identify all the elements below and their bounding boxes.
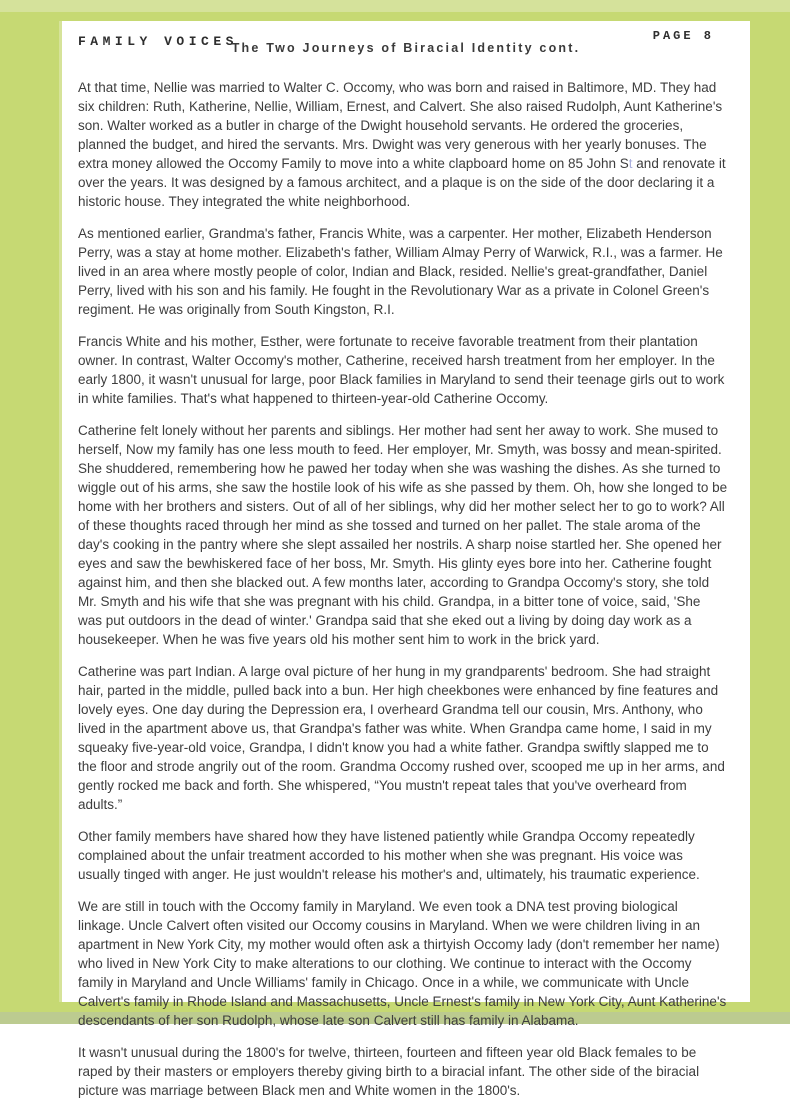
text-segment: Catherine felt lonely without her parents and siblings. Her mother had sent her away to work. She mused to herself, Now my family has one less mouth to feed. Her employer, Mr. Smyth, was bossy and mean-spirited. She shuddered, remembering how he pawed her today when she was washing the dishes. As she turned to wiggle out of his arms, she saw the hostile look of his wife as she passed by them. Oh, how she longed to be home with her brothers and sisters. Out of all of her siblings, why did her mother select her to go to work? All of these thoughts raced through her mind as she tossed and turned on her pallet. The stale aroma of the day's cooking in the pantry where she slept assailed her nostrils. A sharp noise startled her. She opened her eyes and saw the bewhiskered face of her boss, Mr. Smyth. His glinty eyes bore into her. Catherine fought against him, and then she blacked out. A few months later, according to Grandpa Occomy's story, she told Mr. Smyth and his wife that she was pregnant with his child. Grandpa, in a bitter tone of voice, said, 'She was put outdoors in the dead of winter.' Grandpa said that she eked out a living by doing day work as a housekeeper. When he was five years old his mother sent him to work in the brick yard. <box>78 423 728 647</box>
text-segment-accent: t <box>628 156 633 171</box>
text-segment: We are still in touch with the Occomy family in Maryland. We even took a DNA test proving biological linkage. Uncle Calvert often visited our Occomy cousins in Maryland. When we were children living in an apartment in New York City, my mother would often ask a thirtyish Occomy lady (don't remember her name) who lived in New York City to make alterations to our clothing. We continue to interact with the Occomy family in Maryland and Uncle Williams' family in Chicago. Once in a while, we communicate with Uncle Calvert's family in Rhode Island and Massachusetts, Uncle Ernest's family in New York City, Aunt Katherine's descendants of her son Rudolph, whose late son Calvert still has family in Alabama. <box>78 899 727 1028</box>
paragraph <box>78 1043 728 1100</box>
paragraph <box>78 421 728 649</box>
paragraph <box>78 224 728 319</box>
text-segment: Other family members have shared how they have listened patiently while Grandpa Occomy repeatedly complained about the unfair treatment accorded to his mother when she was pregnant. His voice was usually tinged with anger. He just wouldn't release his mother's and, ultimately, his traumatic experience. <box>78 829 700 882</box>
article-body <box>62 78 750 1100</box>
page-header <box>62 21 750 78</box>
page-title: The Two Journeys of Biracial Identity cont. <box>231 41 581 55</box>
page-number: PAGE 8 <box>652 29 714 43</box>
publication-name: FAMILY VOICES <box>78 34 238 49</box>
text-segment: As mentioned earlier, Grandma's father, Francis White, was a carpenter. Her mother, Elizabeth Henderson Perry, was a stay at home mother. Elizabeth's father, William Almay Perry of Warwick, R.I., was a farmer. He lived in an area where mostly people of color, Indian and Black, resided. Nellie's great-grandfather, Daniel Perry, lived with his son and his family. He fought in the Revolutionary War as a private in Colonel Green's regiment. He was originally from South Kingston, R.I. <box>78 226 723 317</box>
paragraph <box>78 827 728 884</box>
text-segment: It wasn't unusual during the 1800's for twelve, thirteen, fourteen and fifteen year old Black females to be raped by their masters or employers thereby giving birth to a biracial infant. The other side of the biracial picture was marriage between Black men and White women in the 1800's. <box>78 1045 700 1098</box>
paragraph <box>78 78 728 211</box>
text-segment: Francis White and his mother, Esther, were fortunate to receive favorable treatment from their plantation owner. In contrast, Walter Occomy's mother, Catherine, received harsh treatment from her employer. In the early 1800, it wasn't unusual for large, poor Black families in Maryland to send their teenage girls out to work in white families. That's what happened to thirteen-year-old Catherine Occomy. <box>78 334 725 406</box>
paragraph <box>78 662 728 814</box>
text-segment: and renovate it over the years. It was designed by a famous architect, and a plaque is on the side of the door declaring it a historic house. They integrated the white neighborhood. <box>78 156 726 209</box>
text-segment: Catherine was part Indian. A large oval picture of her hung in my grandparents' bedroom. She had straight hair, parted in the middle, pulled back into a bun. Her high cheekbones were enhanced by fine features and lovely eyes. One day during the Depression era, I overheard Grandma tell our cousin, Mrs. Anthony, who lived in the apartment above us, that Grandpa's father was white. When Grandpa came home, I said in my squeaky five-year-old voice, Grandpa, I didn't know you had a white father. Grandpa swiftly slapped me to the floor and strode angrily out of the room. Grandma Occomy rushed over, scooped me up in her arms, and gently rocked me back and forth. She whispered, “You mustn't repeat tales that you've overheard from adults.” <box>78 664 725 812</box>
document-page <box>62 21 750 1098</box>
paragraph <box>78 897 728 1030</box>
paragraph <box>78 332 728 408</box>
text-segment: At that time, Nellie was married to Walter C. Occomy, who was born and raised in Baltimore, MD. They had six children: Ruth, Katherine, Nellie, William, Ernest, and Calvert. She also raised Rudolph, Aunt Katherine's son. Walter worked as a butler in charge of the Dwight household servants. He ordered the groceries, planned the budget, and hired the servants. Mrs. Dwight was very generous with her yearly bonuses. The extra money allowed the Occomy Family to move into a white clapboard home on 85 John S <box>78 80 723 171</box>
